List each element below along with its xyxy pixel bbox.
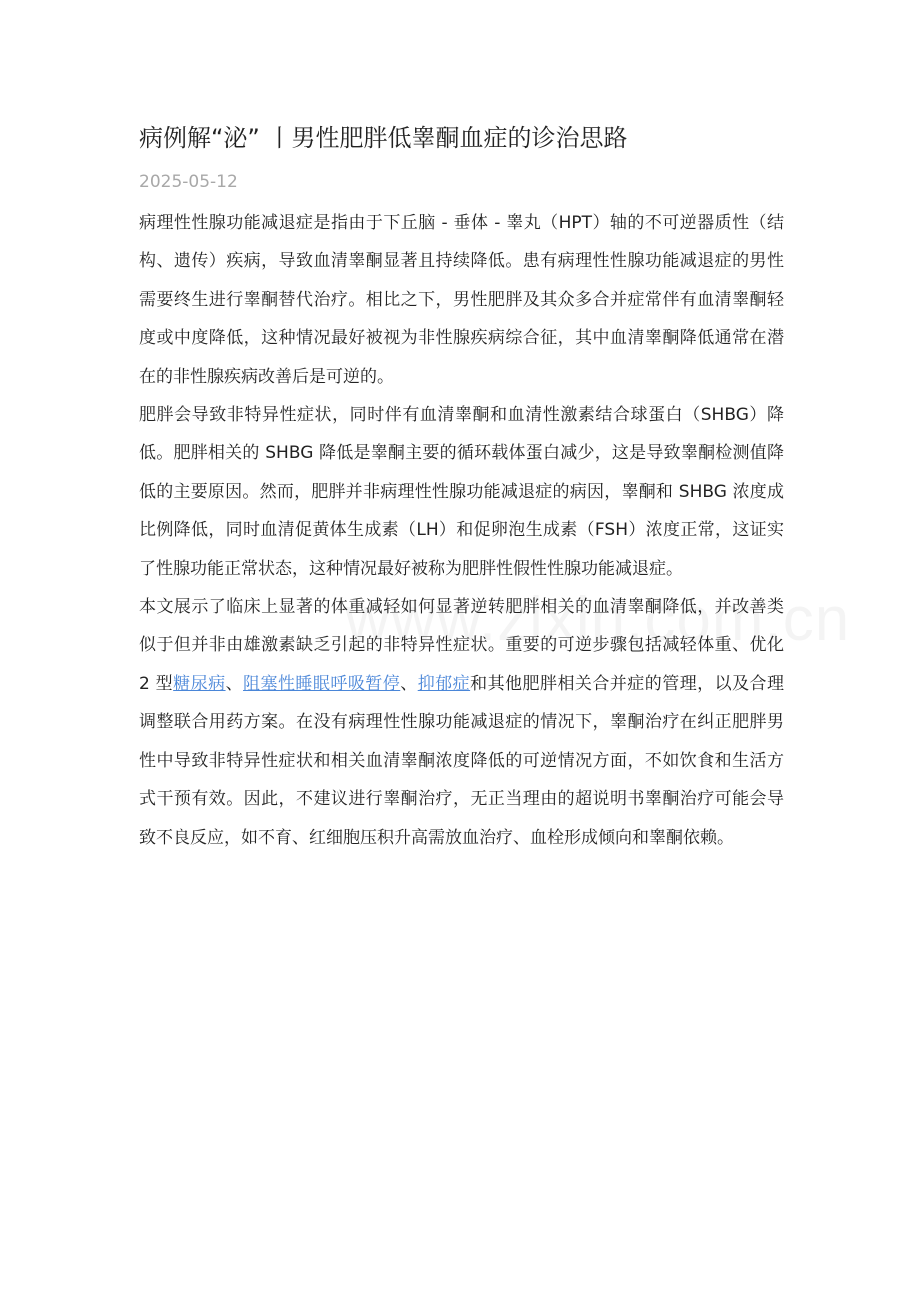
publish-date: 2025-05-12	[139, 172, 238, 192]
separator: 、	[225, 673, 244, 694]
link-depression[interactable]: 抑郁症	[417, 673, 471, 694]
paragraph-3	[139, 588, 784, 857]
article	[139, 118, 784, 857]
paragraph-3-text-end: 和其他肥胖相关合并症的管理，以及合理调整联合用药方案。在没有病理性性腺功能减退症的情况下，睾酮治疗在纠正肥胖男性中导致非特异性症状和相关血清睾酮浓度降低的可逆情况方面，不如饮食和生活方式干预有效。因此，不建议进行睾酮治疗，无正当理由的超说明书睾酮治疗可能会导致不良反应，如不育、红细胞压积升高需放血治疗、血栓形成倾向和睾酮依赖。	[139, 673, 785, 848]
article-title: 病例解“泌” 丨男性肥胖低睾酮血症的诊治思路	[139, 124, 628, 152]
link-diabetes[interactable]: 糖尿病	[173, 673, 226, 694]
link-obstructive-sleep-apnea[interactable]: 阻塞性睡眠呼吸暂停	[243, 673, 401, 694]
separator: 、	[400, 673, 418, 694]
paragraph-1: 病理性性腺功能减退症是指由于下丘脑 - 垂体 - 睾丸（HPT）轴的不可逆器质性（结构、遗传）疾病，导致血清睾酮显著且持续降低。患有病理性性腺功能减退症的男性需要终生进行睾酮替代治疗。相比之下，男性肥胖及其众多合并症常伴有血清睾酮轻度或中度降低，这种情况最好被视为非性腺疾病综合征，其中血清睾酮降低通常在潜在的非性腺疾病改善后是可逆的。	[139, 213, 784, 387]
paragraph-2: 肥胖会导致非特异性症状，同时伴有血清睾酮和血清性激素结合球蛋白（SHBG）降低。肥胖相关的 SHBG 降低是睾酮主要的循环载体蛋白减少，这是导致睾酮检测值降低的主要原因。然而，肥胖并非病理性性腺功能减退症的病因，睾酮和 SHBG 浓度成比例降低，同时血清促黄体生成素（LH）和促卵泡生成素（FSH）浓度正常，这证实了性腺功能正常状态，这种情况最好被称为肥胖性假性性腺功能减退症。	[139, 405, 784, 579]
paragraph-3-text-start: 本文展示了临床上显著的体重减轻如何显著逆转肥胖相关的血清睾酮降低，并改善类似于但并非由雄激素缺乏引起的非特异性症状。重要的可逆步骤包括减轻体重、优化 2 型	[139, 597, 784, 694]
article-body	[139, 204, 784, 857]
